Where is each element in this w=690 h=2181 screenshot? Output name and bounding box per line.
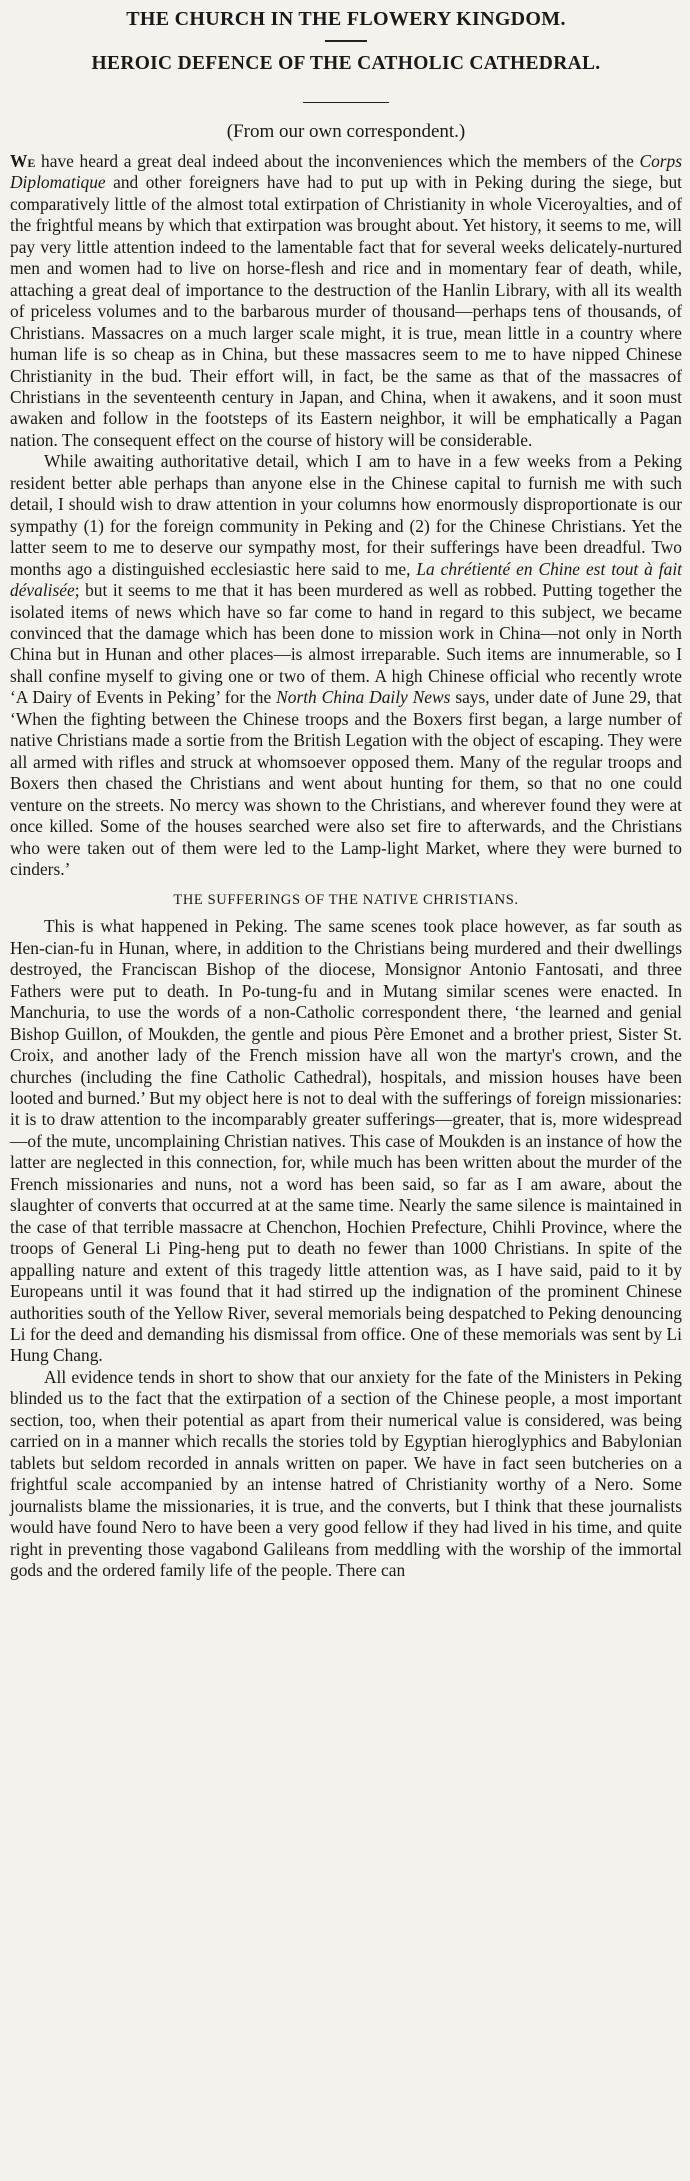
headline: THE CHURCH IN THE FLOWERY KINGDOM. — [126, 8, 566, 30]
section-heading: THE SUFFERINGS OF THE NATIVE CHRISTIANS. — [173, 892, 519, 909]
byline: (From our own correspondent.) — [226, 121, 466, 142]
paragraph-text: ; but it seems to me that it has been murdered as well as robbed. Putting together the isolated items of news which have so far come to hand in regard to this subject, we became convinced that the damage which has been done to mission work in China—not only in North China but in Hunan and other places—is almost irreparable. Such items are innumerable, so I shall confine myself to giving one or two of them. A high Chinese official who recently wrote ‘A Dairy of Events in Peking’ for the — [10, 580, 682, 708]
article-paragraph-1 — [10, 151, 682, 451]
paragraph-text: All evidence tends in short to show that our anxiety for the fate of the Ministers in Peking blinded us to the fact that the extirpation of a section of the Chinese people, a most important section, too, when their potential as apart from their numerical value is considered, was being carried on in a manner which recalls the stories told by Egyptian hieroglyphics and Babylonian tablets but seldom recorded in annals written on paper. We have in fact seen butcheries on a frightful scale accompanied by an intense hatred of Christianity worthy of a Nero. Some journalists blame the missionaries, it is true, and the converts, but I think that these journalists would have found Nero to have been a very good fellow if they had lived in his time, and quite right in preventing those vagabond Galileans from meddling with the worship of the immortal gods and the ordered family life of the people. There can — [10, 1366, 682, 1580]
subheadline: HEROIC DEFENCE OF THE CATHOLIC CATHEDRAL. — [91, 53, 601, 74]
dropcap: We — [10, 151, 36, 171]
italic-phrase: La chrétienté en Chine est tout à fait dévalisée — [10, 558, 682, 601]
headline-rule — [325, 40, 367, 42]
article-paragraph-3 — [10, 916, 682, 1367]
italic-phrase: Corps Diplomatique — [10, 151, 682, 193]
paragraph-text: While awaiting authoritative detail, which I am to have in a few weeks from a Peking resident better able perhaps than anyone else in the Chinese capital to furnish me with such detail, I should wish to draw attention in your columns how enormously disproportionate is our sympathy (1) for the foreign community in Peking and (2) for the Chinese Christians. Yet the latter seem to me to deserve our sympathy most, for their sufferings have been dreadful. Two months ago a distinguished ecclesiastic here said to me, — [10, 451, 682, 579]
subheadline-rule — [303, 102, 389, 103]
italic-phrase: North China Daily News — [276, 687, 451, 708]
article-paragraph-2 — [10, 451, 682, 880]
paragraph-text: This is what happened in Peking. The same scenes took place however, as far south as Hen-cian-fu in Hunan, where, in addition to the Christians being murdered and their dwellings destroyed, the Franciscan Bishop of the diocese, Monsignor Antonio Fantosati, and three Fathers were put to death. In Po-tung-fu and in Mutang similar scenes were enacted. In Manchuria, to use the words of a non-Catholic correspondent there, ‘the learned and genial Bishop Guillon, of Moukden, the gentle and pious Père Emonet and a brother priest, Sister St. Croix, and another lady of the French mission have all won the martyr's crown, and the churches (including the fine Catholic Cathedral), hospitals, and mission houses have been looted and burned.’ But my object here is not to deal with the sufferings of foreign missionaries: it is to draw attention to the incomparably greater sufferings—greater, that is, more widespread—of the mute, uncomplaining Christian natives. This case of Moukden is an instance of how the latter are neglected in this connection, for, while much has been written about the murder of the French missionaries and nuns, not a word has been said, so far as I am aware, about the slaughter of converts that occurred at at the same time. Nearly the same silence is maintained in the case of that terrible massacre at Chenchon, Hochien Prefecture, Chihli Province, where the troops of General Li Ping-heng put to death no fewer than 1000 Christians. In spite of the appalling nature and extent of this tragedy little attention was, as I have said, paid to it by Europeans until it was found that it had stirred up the indignation of the prominent Chinese authorities south of the Yellow River, several memorials being despatched to Peking denouncing Li for the deed and demanding his dismissal from office. One of these memorials was sent by Li Hung Chang. — [10, 916, 682, 1366]
article-paragraph-4 — [10, 1367, 682, 1582]
paragraph-text: and other foreigners have had to put up with in Peking during the siege, but comparatively little of the almost total extirpation of Christianity in whole Viceroyalties, and of the frightful means by which that extirpation was brought about. Yet history, it seems to me, will pay very little attention indeed to the lamentable fact that for several weeks delicately-nurtured men and women had to live on horse-flesh and rice and in momentary fear of death, while, attaching a great deal of importance to the destruction of the Hanlin Library, with all its wealth of priceless volumes and to the barbarous murder of thousand—perhaps tens of thousands, of Christians. Massacres on a much larger scale might, it is true, mean little in a country where human life is so cheap as in China, but these massacres seem to me to have nipped Chinese Christianity in the bud. Their effort will, in fact, be the same as that of the massacres of Christians in the seventeenth century in Japan, and China, when it awakens, and it soon must awaken and follow in the footsteps of its Eastern neighbor, it will be emphatically a Pagan nation. The consequent effect on the course of history will be considerable. — [10, 172, 682, 450]
paragraph-text: says, under date of June 29, that ‘When the fighting between the Chinese troops and the Boxers first began, a large number of native Christians made a sortie from the British Legation with the object of escaping. They were all armed with rifles and struck at whomsoever opposed them. Many of the regular troops and Boxers then chased the Christians and went about hunting for them, so that no one could venture on the streets. No mercy was shown to the Christians, and wherever found they were at once killed. Some of the houses searched were also set fire to afterwards, and the Christians who were taken out of them were led to the Lamp-light Market, where they were burned to cinders.’ — [10, 687, 682, 879]
paragraph-text: have heard a great deal indeed about the inconveniences which the members of the — [35, 151, 640, 171]
